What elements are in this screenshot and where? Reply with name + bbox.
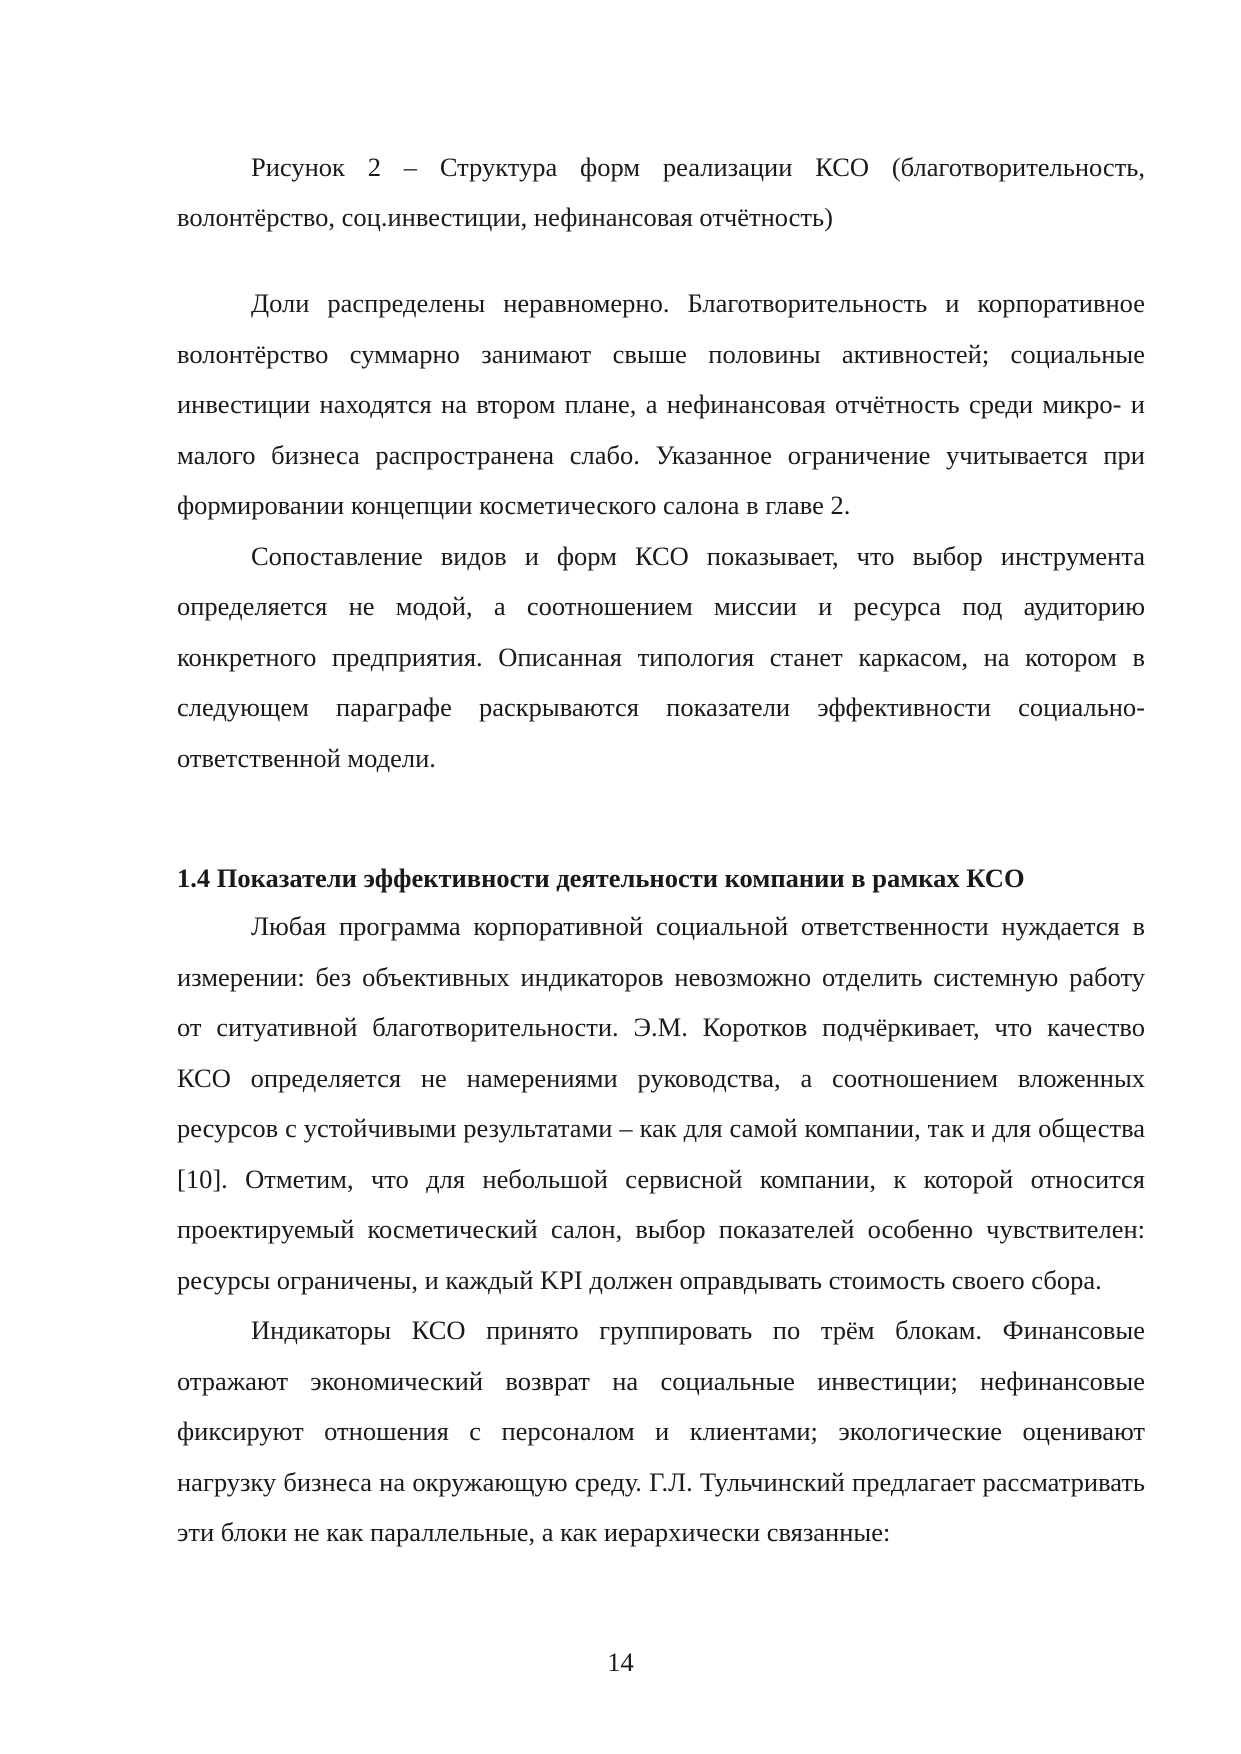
page-number: 14 — [607, 1647, 634, 1677]
section-block — [177, 858, 1145, 898]
paragraph-indicators: Индикаторы КСО принято группировать по трём блокам. Финансовые отражают экономический возврат на социальные инвестиции; нефинансовые фиксируют отношения с персоналом и клиентами; экологические оценивают нагрузку бизнеса на окружающую среду. Г.Л. Тульчинский предлагает рассматривать эти блоки не как параллельные, а как иерархически связанные: — [177, 1315, 1145, 1547]
body-text-block — [177, 278, 1145, 783]
figure-caption-block — [177, 142, 1145, 242]
paragraph-measurement: Любая программа корпоративной социальной ответственности нуждается в измерении: без объективных индикаторов невозможно отделить системную работу от ситуативной благотворительности. Э.М. Коротков подчёркивает, что качество КСО определяется не намерениями руководства, а соотношением вложенных ресурсов с устойчивыми результатами – как для самой компании, так и для общества [10]. Отметим, что для небольшой сервисной компании, к которой относится проектируемый косметический салон, выбор показателей особенно чувствителен: ресурсы ограничены, и каждый KPI должен оправдывать стоимость своего сбора. — [177, 911, 1145, 1295]
paragraph-shares: Доли распределены неравномерно. Благотворительность и корпоративное волонтёрство суммарно занимают свыше половины активностей; социальные инвестиции находятся на втором плане, а нефинансовая отчётность среди микро- и малого бизнеса распространена слабо. Указанное ограничение учитывается при формировании концепции косметического салона в главе 2. — [177, 288, 1145, 520]
section-body-block — [177, 901, 1145, 1558]
section-heading: 1.4 Показатели эффективности деятельности компании в рамках КСО — [177, 863, 1025, 893]
figure-caption: Рисунок 2 – Структура форм реализации КСО (благотворительность, волонтёрство, соц.инвестиции, нефинансовая отчётность) — [177, 152, 1145, 232]
paragraph-comparison: Сопоставление видов и форм КСО показывает, что выбор инструмента определяется не модой, а соотношением миссии и ресурса под аудиторию конкретного предприятия. Описанная типология станет каркасом, на котором в следующем параграфе раскрываются показатели эффективности социально-ответственной модели. — [177, 540, 1145, 773]
